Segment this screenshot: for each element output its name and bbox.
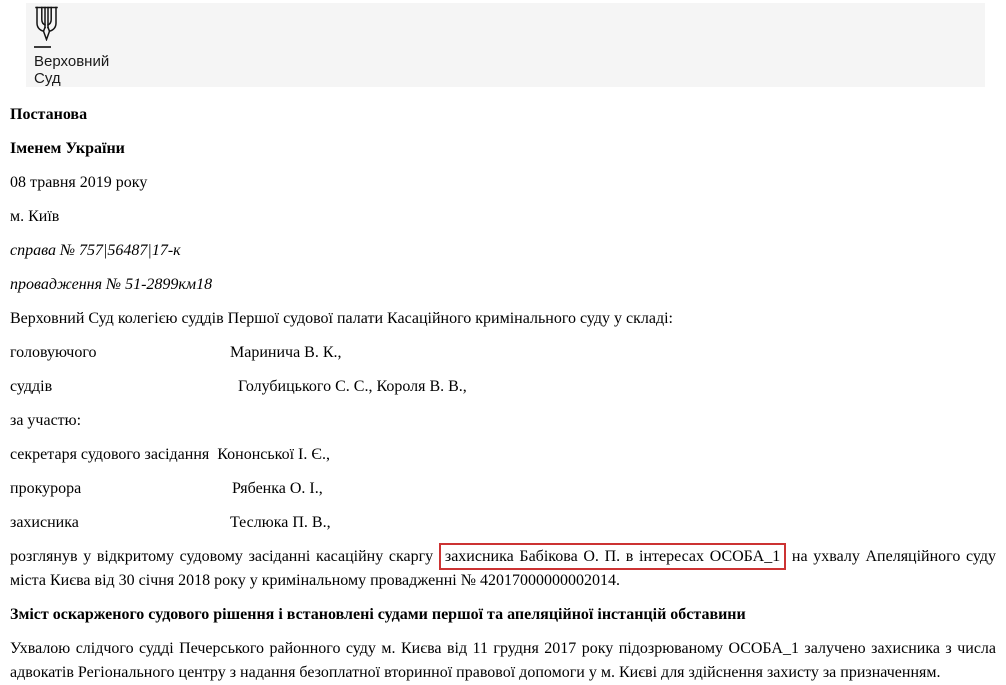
participant-role-label: прокурора bbox=[10, 480, 82, 497]
logo-text-line1: Верховний bbox=[34, 53, 110, 70]
participant-name: Рябенка О. І., bbox=[232, 480, 323, 497]
considered-text-after: на ухвалу Апеляційного суду міста Києва від 30 січня 2018 року у кримінальному провадженні № 42017000000002014. bbox=[10, 548, 997, 589]
court-header-band bbox=[26, 3, 985, 87]
section-heading: Зміст оскарженого судового рішення і встановлені судами першої та апеляційної інстанцій обставини bbox=[10, 606, 746, 623]
decision-subtitle: Іменем України bbox=[10, 140, 125, 157]
panel-row-presiding bbox=[10, 341, 996, 365]
participant-role-label: захисника bbox=[10, 514, 79, 531]
decision-city: м. Київ bbox=[10, 208, 60, 225]
ukraine-trident-icon bbox=[34, 6, 109, 41]
case-number-line: справа № 757|56487|17-к bbox=[10, 242, 181, 259]
participant-name: Теслюка П. В., bbox=[230, 514, 331, 531]
panel-role-label: суддів bbox=[10, 378, 53, 395]
decision-title: Постанова bbox=[10, 106, 88, 123]
participant-row-secretary bbox=[10, 443, 996, 467]
body-paragraph: Ухвалою слідчого судді Печерського районного суду м. Києва від 11 грудня 2017 року підозрюваному ОСОБА_1 залучено захисника з числа адвокатів Регіонального центру з надання безоплатної вторинної правової допомоги у м. Києві для здійснення захисту за призначенням. bbox=[10, 640, 996, 681]
participant-role-label: секретаря судового засідання bbox=[10, 446, 210, 463]
considered-paragraph bbox=[10, 545, 996, 593]
participant-row-defender bbox=[10, 511, 996, 535]
logo-text-line2: Суд bbox=[34, 70, 61, 87]
decision-document bbox=[0, 87, 1006, 685]
panel-judges-names: Голубицького С. С., Короля В. В., bbox=[238, 378, 467, 395]
proceeding-number-line: провадження № 51-2899км18 bbox=[10, 276, 213, 293]
participant-name: Кононської І. Є., bbox=[217, 446, 330, 463]
annotation-highlight-box: захисника Бабікова О. П. в інтересах ОСОБА_1 bbox=[439, 543, 786, 570]
participation-heading: за участю: bbox=[10, 412, 82, 429]
logo-divider-rule bbox=[34, 46, 51, 48]
decision-date: 08 травня 2019 року bbox=[10, 174, 148, 191]
panel-role-label: головуючого bbox=[10, 344, 97, 361]
supreme-court-logo bbox=[34, 6, 109, 87]
panel-row-judges bbox=[10, 375, 996, 399]
panel-judge-name: Маринича В. К., bbox=[230, 344, 342, 361]
participant-row-prosecutor bbox=[10, 477, 996, 501]
considered-text-before: розглянув у відкритому судовому засіданні касаційну скаргу bbox=[10, 548, 434, 565]
panel-intro: Верховний Суд колегією суддів Першої судової палати Касаційного кримінального суду у складі: bbox=[10, 310, 673, 327]
